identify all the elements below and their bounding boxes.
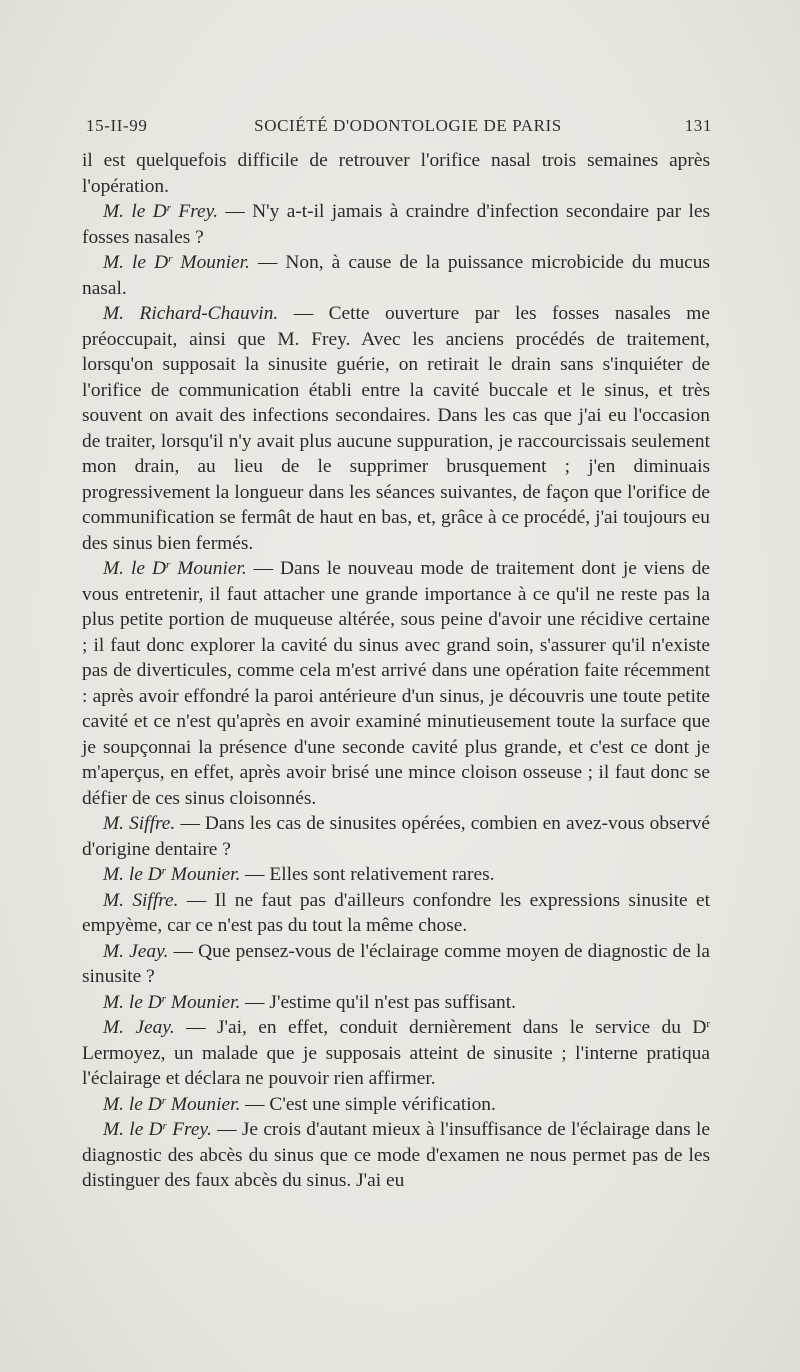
speaker-name: M. Richard-Chauvin. — [103, 303, 279, 324]
paragraph: M. le $D^r$ Mounier. — Elles sont relativement rares. — [103, 864, 495, 885]
running-header — [86, 116, 712, 142]
paragraph: M. le $D^r$ Frey. — N'y a-t-il jamais à craindre d'infection secondaire par les fosses nasales ? — [82, 201, 710, 248]
paragraph: M. le $D^r$ Mounier. — J'estime qu'il n'est pas suffisant. — [103, 991, 516, 1013]
paragraph: M. le $D^r$ Frey. — Je crois d'autant mieux à l'insuffisance de l'éclairage dans le diagnostic des abcès du sinus que ce mode d'examen ne nous permet pas de les distinguer des faux abcès du sinus. J'ai eu — [82, 1119, 710, 1191]
speaker-name: M. le $D^r$ Mounier. — [103, 252, 250, 273]
speaker-name: M. le $D^r$ Mounier. — [103, 1093, 241, 1115]
paragraph: M. le $D^r$ Mounier. — Non, à cause de la puissance microbicide du mucus nasal. — [82, 252, 710, 299]
speaker-name: M. le $D^r$ Mounier. — [103, 991, 241, 1013]
paragraph: M. Jeay. — J'ai, en effet, conduit dernièrement dans le service du $D^r$ Lermoyez, un malade que je supposais atteint de sinusite ; l'interne pratiqua l'éclairage et déclara ne pouvoir rien affirmer. — [82, 1017, 711, 1089]
speaker-name: M. Siffre. — [103, 813, 176, 834]
speaker-name: M. le $D^r$ Mounier. — [103, 558, 247, 579]
speaker-name: M. le $D^r$ Mounier. — [103, 864, 241, 885]
speaker-name: M. le $D^r$ Frey. — [103, 201, 219, 222]
page-number: 131 — [684, 116, 712, 135]
paragraph: M. Siffre. — Il ne faut pas d'ailleurs confondre les expressions sinusite et empyème, car ce n'est pas du tout la même chose. — [82, 889, 710, 936]
paragraph: M. Richard-Chauvin. — Cette ouverture par les fosses nasales me préoccupait, ainsi que M. Frey. Avec les anciens procédés de traitement, lorsqu'on supposait la sinusite guérie, on retirait le drain sans s'inquiéter de l'orifice de communication établi entre la cavité buccale et le sinus, et très souvent on avait des infections secondaires. Dans les cas que j'ai eu l'occasion de traiter, lorsqu'il n'y avait plus aucune suppuration, je raccourcissais seulement mon drain, au lieu de le supprimer brusquement ; j'en diminuais progressivement la longueur dans les séances suivantes, de façon que l'orifice de communification se fermât de haut en bas, et, grâce à ce procédé, j'ai toujours eu des sinus bien fermés. — [82, 303, 710, 554]
speaker-name: M. le $D^r$ Frey. — [103, 1119, 212, 1140]
header-title: SOCIÉTÉ D'ODONTOLOGIE DE PARIS — [254, 116, 562, 135]
paragraph: M. Jeay. — Que pensez-vous de l'éclairage comme moyen de diagnostic de la sinusite ? — [82, 940, 710, 987]
speaker-name: M. Jeay. — [103, 1017, 175, 1038]
paragraph: M. le $D^r$ Mounier. — Dans le nouveau mode de traitement dont je viens de vous entretenir, il faut attacher une grande importance à ce qu'il ne reste pas la plus petite portion de muqueuse altérée, sous peine d'avoir une récidive certaine ; il faut donc explorer la cavité du sinus avec grand soin, s'assurer qu'il n'existe pas de diverticules, comme cela m'est arrivé dans une opération faite récemment : après avoir effondré la paroi antérieure d'un sinus, je découvris une toute petite cavité et ce n'est qu'après en avoir examiné minutieusement toute la surface que je soupçonnai la présence d'une seconde cavité plus grande, et c'est ce dont je m'aperçus, en effet, après avoir brisé une mince cloison osseuse ; il faut donc se défier de ces sinus cloisonnés. — [82, 558, 710, 809]
speaker-name: M. Jeay. — [103, 940, 169, 962]
paragraph: il est quelquefois difficile de retrouver l'orifice nasal trois semaines après l'opération. — [82, 150, 710, 197]
paragraph: M. Siffre. — Dans les cas de sinusites opérées, combien en avez-vous observé d'origine dentaire ? — [82, 813, 710, 860]
header-date: 15-II-99 — [86, 116, 148, 135]
body-text — [82, 148, 710, 1194]
speaker-name: M. Siffre. — [103, 889, 179, 911]
paragraph: M. le $D^r$ Mounier. — C'est une simple vérification. — [103, 1093, 496, 1115]
